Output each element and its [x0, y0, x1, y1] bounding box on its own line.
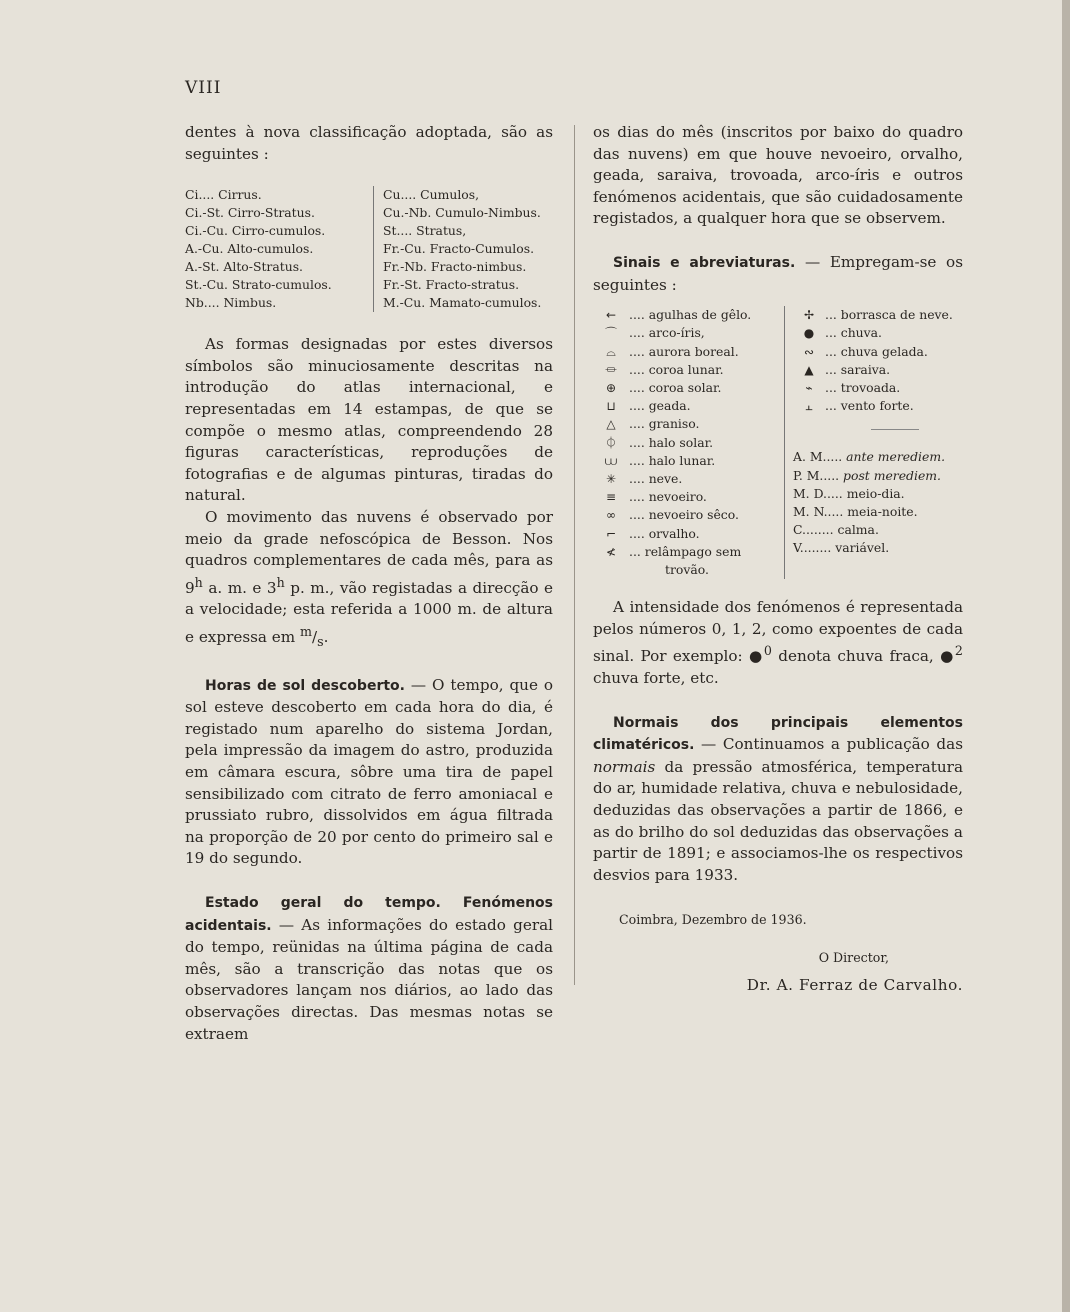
hail-icon: △ — [606, 417, 616, 432]
text-run: — O tempo, que o sol esteve descoberto em cada hora do dia, é registado num aparelho do sistema Jordan, pela impressão da imagem do astro, produzida em câmara escura, sôbre uma tira de papel sensibilizado com citrato de ferro amoniacal e prussiato rubro, dissolvidos em água filtrada na proporção de 20 por cento do primeiro sal e 19 do segundo. — [185, 675, 553, 868]
time-row — [793, 467, 961, 485]
sign-row: ⌓ .... aurora boreal. — [593, 343, 778, 361]
fog-icon: ≡ — [605, 490, 617, 505]
time-abbr: A. M..... — [793, 449, 843, 465]
text-run: O movimento das nuvens é observado por meio da grade nefoscópica de Besson. Nos quadros complementares de cada mês, para as 9 — [185, 507, 553, 597]
cloud-abbrev-left — [185, 186, 373, 312]
arrow-left-icon: ← — [605, 308, 617, 323]
text-run: a. m. e 3 — [202, 578, 277, 597]
sign-row: △ .... graniso. — [593, 415, 778, 433]
sign-row: ⌒ .... arco-íris, — [593, 324, 778, 342]
right-column — [593, 122, 963, 997]
rain-icon: ● — [940, 647, 955, 666]
sign-row: ✳ .... neve. — [593, 470, 778, 488]
abbrev-item: Cu.... Cumulos, — [383, 187, 480, 203]
unit-slash: / — [312, 628, 318, 647]
time-label: variável. — [835, 540, 890, 556]
signs-paragraph — [593, 252, 963, 296]
time-abbr: C........ — [793, 522, 834, 538]
signs-right-column — [784, 306, 961, 579]
time-label: post merediem. — [843, 467, 941, 483]
time-abbr: V........ — [793, 540, 832, 556]
weather-state-paragraph — [185, 892, 553, 1045]
sign-label: neve. — [648, 470, 683, 486]
aurora-icon: ⌓ — [606, 344, 616, 359]
time-label: ante merediem. — [846, 449, 946, 465]
cloud-abbreviations — [185, 186, 553, 312]
sign-label: agulhas de gêlo. — [648, 307, 752, 323]
time-label: calma. — [837, 522, 879, 538]
signs-left-column — [593, 306, 784, 579]
sign-label: aurora boreal. — [648, 343, 739, 359]
time-label: meia-noite. — [847, 503, 918, 519]
column-divider — [574, 125, 575, 985]
divider-short — [871, 429, 919, 430]
thunderstorm-icon: ⌁ — [805, 380, 813, 395]
text-run: — As informações do estado geral do tempo, reünidas na última página de cada mês, são a transcrição das notas que os observadores lançam nos diários, ao lado das observações directas. Das mesmas notas se extraem — [185, 915, 553, 1043]
dry-fog-icon: ∞ — [606, 508, 616, 523]
atlas-paragraph: As formas designadas por estes diversos símbolos são minuciosamente descritas na introdução do atlas internacional, e representadas em 14 estampas, de que se compõe o mesmo atlas, compreendendo 28 figuras características, reproduções de fotografias e de algumas pinturas, tiradas do natural. — [185, 335, 553, 505]
text-run: — Empregam-se os seguintes : — [593, 252, 963, 294]
cloud-abbrev-right — [373, 186, 541, 312]
abbrev-item: A.-St. Alto-Stratus. — [185, 259, 303, 275]
place-date: Coimbra, Dezembro de 1936. — [619, 912, 807, 928]
sign-row: ≡ .... nevoeiro. — [593, 488, 778, 506]
sign-row: ⌁ ... trovoada. — [793, 379, 961, 397]
sleet-icon: ▲ — [804, 362, 814, 377]
sign-label: relâmpago sem — [644, 543, 742, 559]
signature: Dr. A. Ferraz de Carvalho. — [746, 975, 963, 994]
text-run: normais — [593, 757, 656, 776]
sign-label: halo solar. — [648, 434, 714, 450]
abbrev-item: Ci.... Cirrus. — [185, 187, 262, 203]
superscript: 0 — [763, 643, 772, 659]
strong-wind-icon: ⫠ — [805, 399, 813, 414]
rain-icon: ● — [749, 647, 764, 666]
text-run: da pressão atmosférica, temperatura do ar, humidade relativa, chuva e nebulosidade, deduzidas das observações a partir de 1866, e as do brilho do sol deduzidas das observações a partir de 1891; e associamos-lhe os respectivos desvios para 1933. — [593, 757, 963, 884]
lunar-halo-icon: ⩊ — [604, 453, 618, 468]
cloud-movement-paragraph — [185, 507, 553, 653]
text-run: p. m., vão registadas a direcção e a velocidade; esta referida a 1000 m. de altura e expressa em — [185, 578, 554, 647]
sign-label: vento forte. — [840, 398, 914, 414]
abbrev-item: St.-Cu. Strato-cumulos. — [185, 277, 332, 293]
director-title: O Director, — [818, 949, 889, 965]
sunshine-paragraph — [185, 675, 553, 870]
time-row — [793, 539, 961, 557]
page-number: VIII — [185, 78, 222, 98]
time-row — [793, 485, 961, 503]
time-abbr: P. M..... — [793, 467, 840, 483]
sign-label: coroa solar. — [648, 379, 722, 395]
continuation-text: os dias do mês (inscritos por baixo do quadro das nuvens) em que houve nevoeiro, orvalho, geada, saraiva, trovoada, arco-íris e outros fenómenos acidentais, que são cuidadosamente registados, a qualquer hora que se observem. — [593, 123, 963, 228]
lunar-corona-icon: ⏛ — [604, 362, 617, 377]
sign-row: ● ... chuva. — [793, 324, 961, 342]
solar-halo-icon: ⏀ — [604, 435, 617, 450]
text-run: denota chuva fraca, — [771, 647, 941, 666]
time-row — [793, 503, 961, 521]
snow-icon: ✳ — [605, 471, 617, 486]
sign-row: ✢ ... borrasca de neve. — [793, 306, 961, 324]
sign-row: ∞ .... nevoeiro sêco. — [593, 506, 778, 524]
sign-label: graniso. — [648, 416, 700, 432]
sign-label: arco-íris, — [648, 325, 705, 341]
left-column — [185, 122, 553, 1045]
sign-row: ⊕ .... coroa solar. — [593, 379, 778, 397]
time-label: meio-dia. — [846, 485, 905, 501]
time-abbr: M. N..... — [793, 503, 844, 519]
sign-row: ⫠ ... vento forte. — [793, 397, 961, 415]
sign-row: ← .... agulhas de gêlo. — [593, 306, 778, 324]
sign-label: nevoeiro sêco. — [648, 507, 739, 523]
solar-corona-icon: ⊕ — [605, 380, 617, 395]
sign-label: trovoada. — [840, 379, 901, 395]
sign-label: coroa lunar. — [648, 361, 724, 377]
sign-label: geada. — [648, 398, 691, 414]
normals-paragraph — [593, 712, 963, 887]
text-run: . — [323, 628, 329, 647]
sign-row: ▲ ... saraiva. — [793, 361, 961, 379]
abbrev-item: Ci.-Cu. Cirro-cumulos. — [185, 223, 326, 239]
unit-meters: m — [300, 623, 313, 639]
superscript: 2 — [954, 643, 963, 659]
abbrev-item: Fr.-St. Fracto-stratus. — [383, 277, 520, 293]
sign-row: ≮ ... relâmpago sem — [593, 543, 778, 561]
abbrev-item: Fr.-Nb. Fracto-nimbus. — [383, 259, 527, 275]
sign-label: chuva. — [840, 325, 882, 341]
sign-label: halo lunar. — [648, 452, 716, 468]
rainbow-icon: ⌒ — [604, 326, 617, 341]
sign-label: saraiva. — [840, 361, 891, 377]
intro-text: dentes à nova classificação adoptada, são as seguintes : — [185, 123, 553, 163]
lightning-icon: ≮ — [605, 544, 617, 559]
sunshine-heading: Horas de sol descoberto. — [205, 677, 405, 694]
text-run: — Continuamos a publicação das — [694, 735, 963, 754]
signs-table — [593, 306, 963, 579]
sign-row: ⏛ .... coroa lunar. — [593, 361, 778, 379]
abbrev-item: Ci.-St. Cirro-Stratus. — [185, 205, 315, 221]
sign-row: ⏀ .... halo solar. — [593, 434, 778, 452]
text-run: A intensidade dos fenómenos é representada pelos números 0, 1, 2, como expoentes de cada sinal. Por exemplo: — [593, 598, 963, 666]
superscript: h — [194, 574, 203, 590]
sign-label: chuva gelada. — [840, 343, 928, 359]
sign-row: ⩊ .... halo lunar. — [593, 452, 778, 470]
abbrev-item: Cu.-Nb. Cumulo-Nimbus. — [383, 205, 541, 221]
superscript: h — [276, 574, 285, 590]
weather-state-heading: Estado geral do tempo. Fenómenos acidentais. — [185, 895, 553, 934]
normals-heading: Normais dos principais elementos climatéricos. — [593, 714, 963, 754]
time-abbr: M. D..... — [793, 485, 843, 501]
snow-squall-icon: ✢ — [803, 308, 815, 323]
abbrev-item: A.-Cu. Alto-cumulos. — [185, 241, 314, 257]
abbrev-item: M.-Cu. Mamato-cumulos. — [383, 295, 542, 311]
page-edge — [1062, 0, 1070, 1312]
sign-label: borrasca de neve. — [840, 307, 953, 323]
unit-seconds: s — [317, 634, 324, 650]
sign-label: nevoeiro. — [648, 489, 707, 505]
sign-label: orvalho. — [648, 525, 700, 541]
text-run: chuva forte, etc. — [593, 669, 719, 688]
intensity-paragraph — [593, 597, 963, 689]
abbrev-item: Fr.-Cu. Fracto-Cumulos. — [383, 241, 535, 257]
sign-label-continuation: trovão. — [665, 562, 709, 577]
dew-icon: ⌐ — [605, 526, 617, 541]
abbrev-item: Nb.... Nimbus. — [185, 295, 277, 311]
abbrev-item: St.... Stratus, — [383, 223, 467, 239]
time-row — [793, 521, 961, 539]
rain-icon: ● — [803, 326, 815, 341]
sign-row: ⌐ .... orvalho. — [593, 525, 778, 543]
time-row — [793, 448, 961, 466]
freezing-rain-icon: ∾ — [803, 344, 815, 359]
sign-row: ⊔ .... geada. — [593, 397, 778, 415]
frost-icon: ⊔ — [606, 399, 616, 414]
signs-heading: Sinais e abreviaturas. — [613, 254, 796, 271]
sign-row: ∾ ... chuva gelada. — [793, 343, 961, 361]
